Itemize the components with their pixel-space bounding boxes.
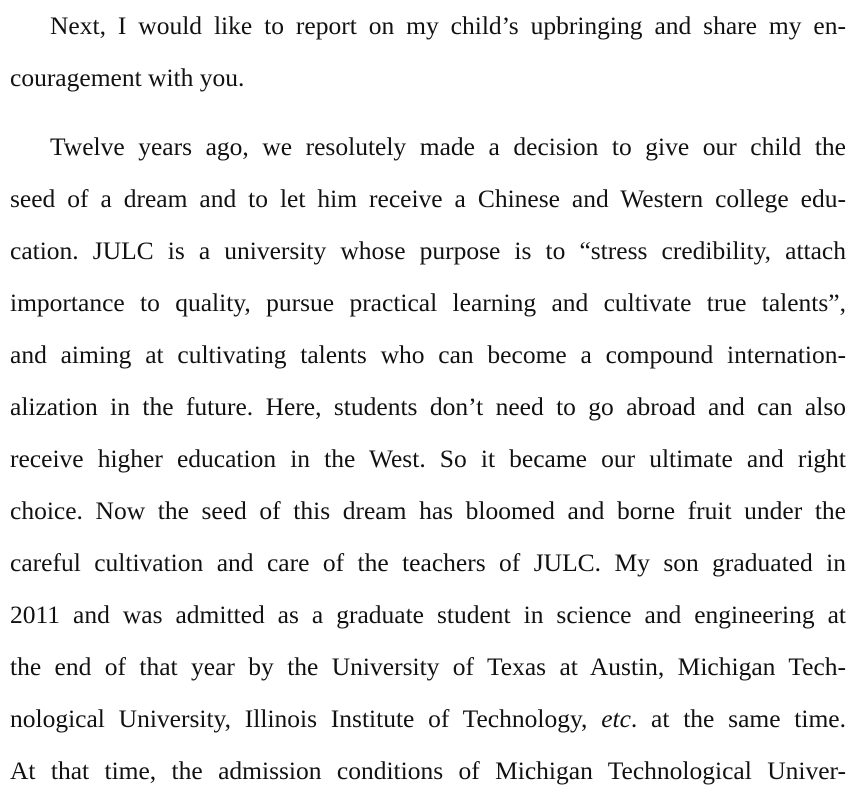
text-line: At that time, the admission conditions of Michigan Technological Univer- xyxy=(10,756,846,785)
paragraph-spacer xyxy=(10,104,846,121)
text-line: receive higher education in the West. So it became our ultimate and right xyxy=(10,444,846,473)
text-line: 2011 and was admitted as a graduate student in science and engineering at xyxy=(10,600,846,629)
text-line: the end of that year by the University of Texas at Austin, Michigan Tech- xyxy=(10,652,846,681)
text-line: importance to quality, pursue practical learning and cultivate true talents”, xyxy=(10,288,846,317)
text-line: alization in the future. Here, students don’t need to go abroad and can also xyxy=(10,392,846,421)
text-line: Next, I would like to report on my child’s upbringing and share my en- xyxy=(50,11,846,40)
document-page xyxy=(10,0,846,797)
text-line: careful cultivation and care of the teachers of JULC. My son graduated in xyxy=(10,548,846,577)
text-line: cation. JULC is a university whose purpose is to “stress credibility, attach xyxy=(10,236,846,265)
text-line: seed of a dream and to let him receive a Chinese and Western college edu- xyxy=(10,184,846,213)
text-line: and aiming at cultivating talents who can become a compound internation- xyxy=(10,340,846,369)
paragraph-2 xyxy=(10,121,846,797)
text-line: couragement with you. xyxy=(10,63,245,92)
emphasis-etc: etc xyxy=(601,704,631,733)
text-segment: . at the same time. xyxy=(630,704,846,733)
text-segment: nological University, Illinois Institute of Technology, xyxy=(10,704,602,733)
text-line-with-emphasis xyxy=(10,693,846,745)
paragraph-1 xyxy=(10,0,846,104)
text-line: Twelve years ago, we resolutely made a decision to give our child the xyxy=(50,132,846,161)
text-line: choice. Now the seed of this dream has bloomed and borne fruit under the xyxy=(10,496,846,525)
